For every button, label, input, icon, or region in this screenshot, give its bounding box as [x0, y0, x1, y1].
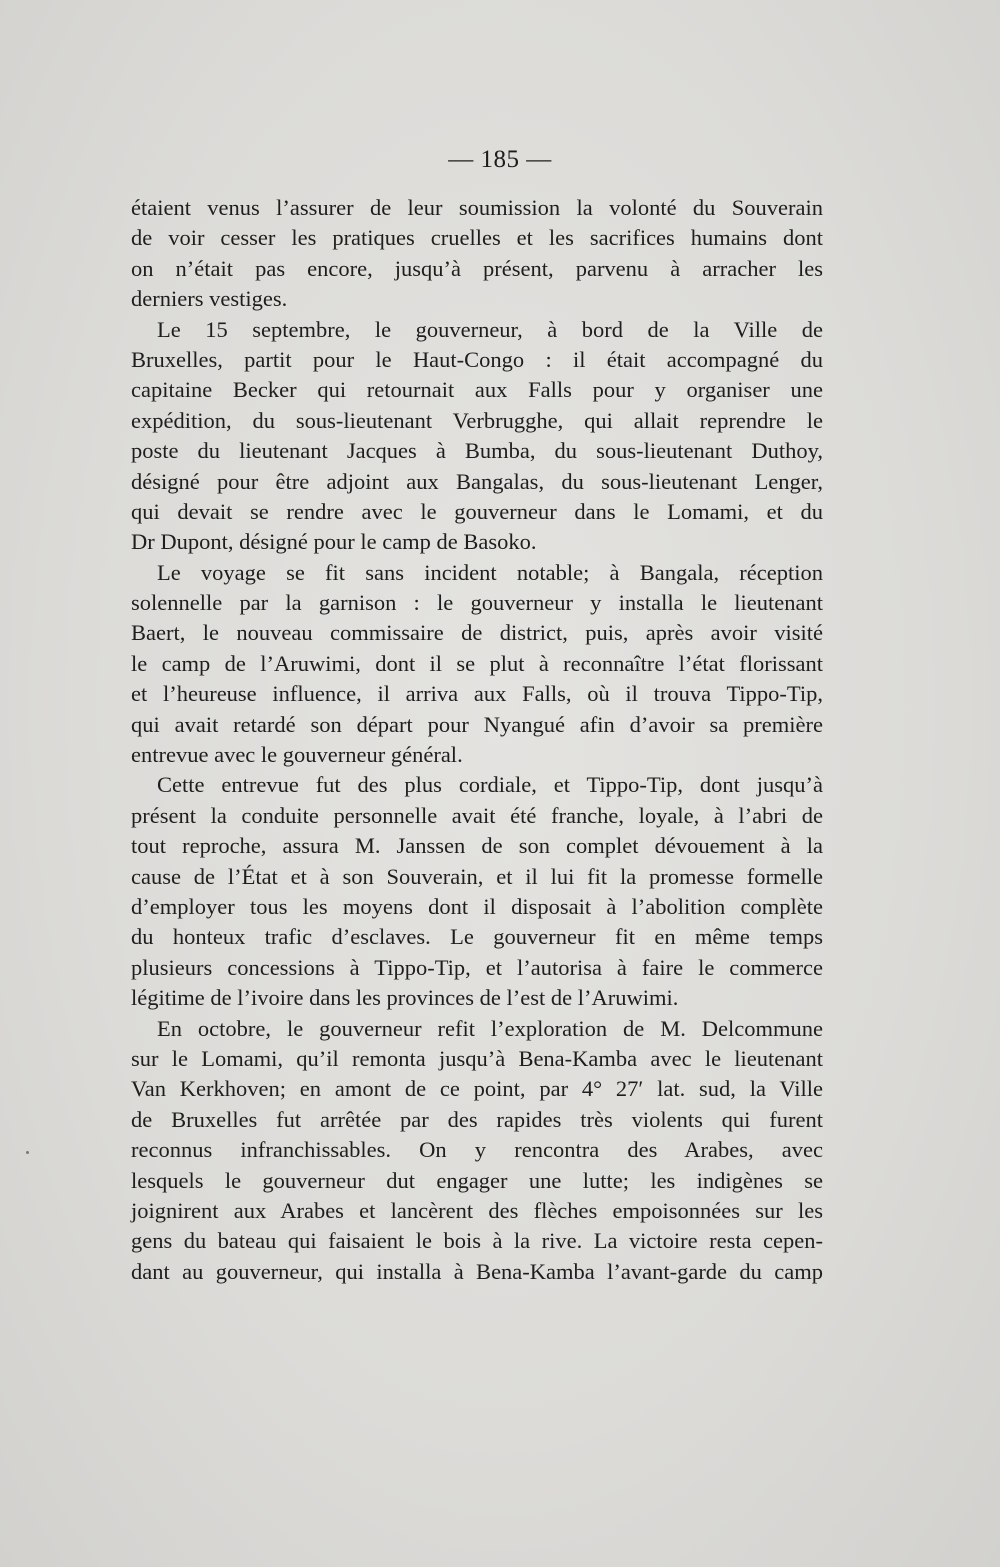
text-line: gens du bateau qui faisaient le bois à la rive. La victoire resta cepen- [131, 1228, 823, 1254]
text-line: expédition, du sous-lieutenant Verbrugghe, qui allait reprendre le [131, 407, 823, 433]
paper-speck [26, 1151, 29, 1154]
text-line: désigné pour être adjoint aux Bangalas, du sous-lieutenant Lenger, [131, 468, 823, 494]
body-text [131, 193, 823, 1287]
text-line: Le 15 septembre, le gouverneur, à bord de la Ville de [157, 316, 823, 342]
text-line: de voir cesser les pratiques cruelles et les sacrifices humains dont [131, 225, 823, 251]
text-line: capitaine Becker qui retournait aux Falls pour y organiser une [131, 377, 823, 403]
text-line: étaient venus l’assurer de leur soumission la volonté du Souverain [131, 195, 823, 220]
text-line: Van Kerkhoven; en amont de ce point, par 4° 27′ lat. sud, la Ville [131, 1076, 823, 1102]
text-line: derniers vestiges. [131, 286, 288, 312]
text-line: dant au gouverneur, qui installa à Bena-Kamba l’avant-garde du camp [131, 1258, 823, 1284]
text-line: qui devait se rendre avec le gouverneur dans le Lomami, et du [131, 498, 823, 524]
text-line: d’employer tous les moyens dont il disposait à l’abolition complète [131, 893, 823, 919]
text-line: tout reproche, assura M. Janssen de son complet dévouement à la [131, 833, 823, 859]
text-line: et l’heureuse influence, il arriva aux Falls, où il trouva Tippo-Tip, [131, 681, 823, 707]
text-line: joignirent aux Arabes et lancèrent des flèches empoisonnées sur les [131, 1197, 823, 1223]
text-line: poste du lieutenant Jacques à Bumba, du sous-lieutenant Duthoy, [131, 438, 823, 464]
text-line: sur le Lomami, qu’il remonta jusqu’à Bena-Kamba avec le lieutenant [131, 1045, 823, 1071]
text-line: reconnus infranchissables. On y rencontra des Arabes, avec [131, 1137, 823, 1163]
text-line: Le voyage se fit sans incident notable; à Bangala, réception [157, 559, 823, 585]
text-line: solennelle par la garnison : le gouverneur y installa le lieutenant [131, 590, 823, 616]
text-line: En octobre, le gouverneur refit l’exploration de M. Delcommune [157, 1015, 823, 1041]
text-line: entrevue avec le gouverneur général. [131, 742, 463, 768]
text-line: du honteux trafic d’esclaves. Le gouverneur fit en même temps [131, 924, 823, 950]
text-line: présent la conduite personnelle avait été franche, loyale, à l’abri de [131, 802, 823, 828]
text-line: le camp de l’Aruwimi, dont il se plut à reconnaître l’état florissant [131, 650, 823, 676]
text-line: Bruxelles, partit pour le Haut-Congo : il était accompagné du [131, 346, 823, 372]
text-line: on n’était pas encore, jusqu’à présent, parvenu à arracher les [131, 255, 823, 281]
page-number: — 185 — [448, 146, 552, 173]
text-line: lesquels le gouverneur dut engager une lutte; les indigènes se [131, 1167, 823, 1193]
text-line: Cette entrevue fut des plus cordiale, et Tippo-Tip, dont jusqu’à [157, 772, 823, 798]
text-line: de Bruxelles fut arrêtée par des rapides très violents qui furent [131, 1106, 823, 1132]
text-line: Dr Dupont, désigné pour le camp de Basoko. [131, 529, 537, 555]
text-line: qui avait retardé son départ pour Nyangué afin d’avoir sa première [131, 711, 823, 737]
text-line: Baert, le nouveau commissaire de district, puis, après avoir visité [131, 620, 823, 646]
text-line: plusieurs concessions à Tippo-Tip, et l’autorisa à faire le commerce [131, 954, 823, 980]
text-line: cause de l’État et à son Souverain, et il lui fit la promesse formelle [131, 863, 823, 889]
text-line: légitime de l’ivoire dans les provinces de l’est de l’Aruwimi. [131, 985, 679, 1011]
